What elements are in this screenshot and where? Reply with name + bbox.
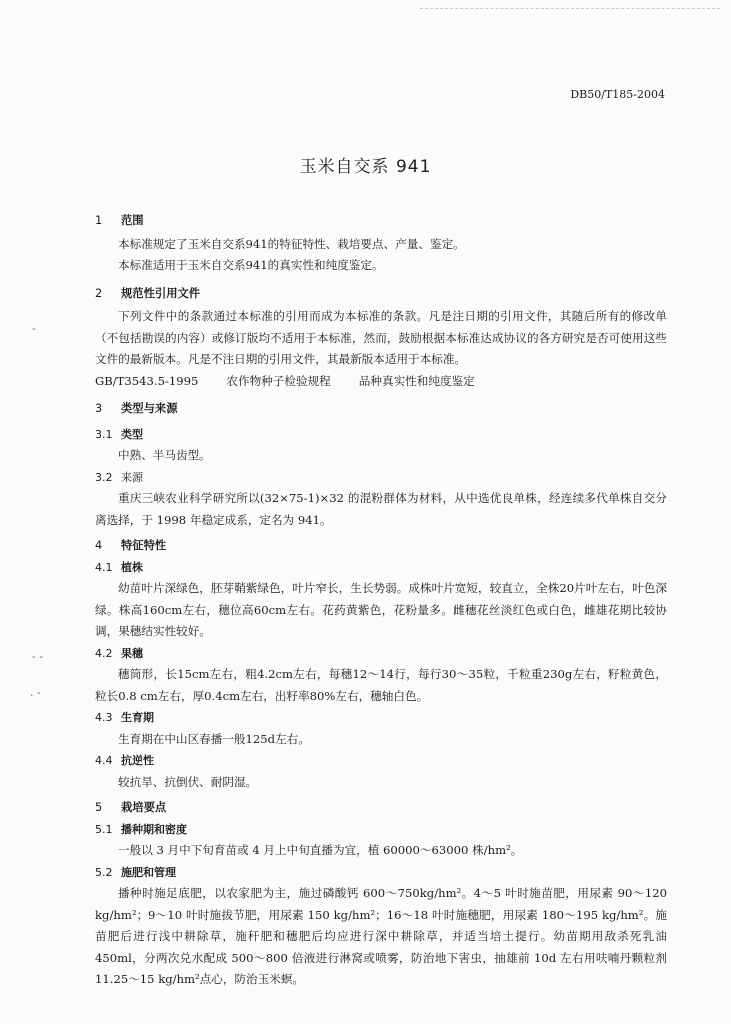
paragraph: 一般以 3 月中下旬育苗或 4 月上中旬直播为宜，植 60000～63000 株/hm²。 (118, 843, 523, 857)
document-title: 玉米自交系 941 (299, 157, 432, 177)
paragraph: 较抗旱、抗倒伏、耐阴湿。 (118, 774, 258, 789)
section-heading: 2 规范性引用文件 (95, 286, 201, 300)
paragraph: 穗筒形，长15cm左右，粗4.2cm左右，每穗12～14行，每行30～35粒，千粒重230g左右，籽粒黄色，粒长0.8 cm左右，厚0.4cm左右，出籽率80%左右，穗轴白色。 (95, 667, 667, 703)
section-heading: 5 栽培要点 (95, 801, 167, 814)
standard-number: DB50/T185-2004 (570, 88, 665, 101)
subsection-heading: 4.2 果穗 (95, 646, 143, 660)
subsection-heading: 4.1 植株 (95, 560, 143, 574)
paragraph: 生育期在中山区春播一般125d左右。 (118, 731, 310, 746)
scan-mark: . - (30, 686, 41, 699)
paragraph: 播种时施足底肥，以农家肥为主，施过磷酸钙 600～750kg/hm²。4～5 叶时施苗肥，用尿素 90～120 kg/hm²；9～10 叶时施拔节肥，用尿素 150 kg/hm²；16～18 叶时施穗肥，用尿素 180～195 kg/hm²。施苗肥后进行浅中耕除草，施秆肥和穗肥后均应进行深中耕除草，并适当培土提行。幼苗期用敌杀死乳油 450ml，分两次兑水配成 500～800 倍液进行淋窝或喷雾，防治地下害虫，抽雄前 10d 左右用呋喃丹颗粒剂 11.25～15 kg/hm²点心，防治玉米螟。 (95, 886, 667, 986)
scan-mark: - (32, 322, 36, 335)
paragraph: 本标准适用于玉米自交系941的真实性和纯度鉴定。 (118, 258, 384, 272)
paragraph: 幼苗叶片深绿色，胚芽鞘紫绿色，叶片窄长，生长势弱。成株叶片宽短，较直立，全株20片叶左右，叶色深绿。株高160cm左右，穗位高60cm左右。花药黄紫色，花粉量多。雌穗花丝淡红色或白色，雌雄花期比较协调，果穗结实性较好。 (95, 581, 667, 638)
subsection-heading: 3.2 来源 (95, 470, 143, 484)
paragraph: 中熟、半马齿型。 (118, 448, 211, 462)
paragraph: 下列文件中的条款通过本标准的引用而成为本标准的条款。凡是注日期的引用文件，其随后所有的修改单（不包括勘误的内容）或修订版均不适用于本标准，然而，鼓励根据本标准达成协议的各方研究是否可使用这些文件的最新版本。凡是不注日期的引用文件，其最新版本适用于本标准。 (95, 309, 667, 366)
subsection-heading: 5.2 施肥和管理 (95, 865, 176, 879)
subsection-heading: 4.4 抗逆性 (95, 754, 154, 767)
subsection-heading: 3.1 类型 (95, 427, 143, 441)
subsection-heading: 5.1 播种期和密度 (95, 822, 187, 836)
scan-mark: - - (32, 650, 43, 663)
section-heading: 3 类型与来源 (95, 402, 178, 415)
document-body (95, 206, 667, 991)
section-heading: 4 特征特性 (95, 539, 167, 552)
scan-edge-line (420, 8, 720, 9)
subsection-heading: 4.3 生育期 (95, 711, 154, 724)
paragraph: 重庆三峡农业科学研究所以(32×75-1)×32 的混粉群体为材料，从中选优良单株，经连续多代单株自交分离选择，于 1998 年稳定成系，定名为 941。 (95, 491, 667, 527)
paragraph: 本标准规定了玉米自交系941的特征特性、栽培要点、产量、鉴定。 (118, 236, 465, 251)
reference-entry: GB/T3543.5-1995 农作物种子检验规程 品种真实性和纯度鉴定 (95, 373, 475, 388)
section-heading: 1 范围 (95, 214, 144, 227)
